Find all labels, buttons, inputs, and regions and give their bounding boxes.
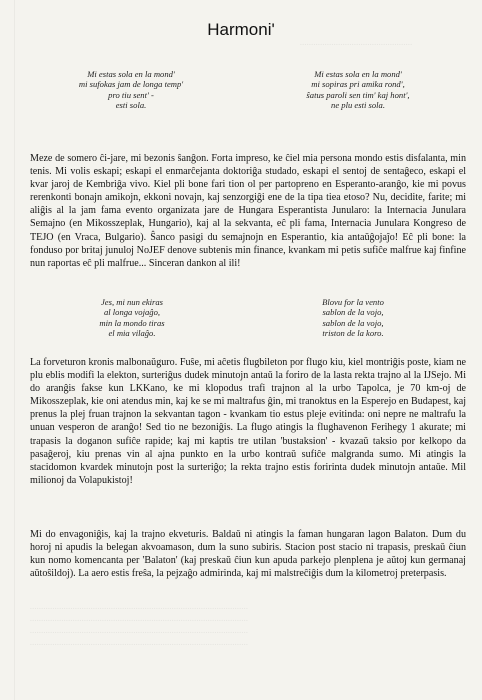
verse-line: ŝatus paroli sen tim' kaj hont', bbox=[306, 89, 410, 100]
show-through-text-top: .................................................. bbox=[300, 37, 413, 47]
paragraph-two: La forveturon kronis malbonaŭguro. Fuŝe, mi aĉetis flugbileton por flugo kiu, kiel montriĝis poste, kiam ne plu eblis modifi la elekton, surteriĝus dudek minutojn antaŭ la foriro de la lasta rekta trajno al la IJSejo. Mi do aranĝis fakse kun LKKano, ke mi klopodus trafi trajnon al la urbo Tapolca, je 70 km-oj de Mikosszeplak, kie oni atendus min, kaj ke se mi maltrafus ĝin, mi tranoktus en la Esperejo en Budapest, kaj prenus la plej fruan trajnon la sekvantan tagon - kvankam tio estus pleje evitinda: oni nepre ne maltrafu la unuan vesperon de aranĝo! Sed tio ne bezoniĝis. La flugo atingis la flughavenon Ferihegy 1 akurate; mi trapasis la doganon sufiĉe rapide; kaj mi kaptis tre utilan 'bustaksion' - kvazaŭ taksio por kelkopo da pasaĝeroj, kiu prenas vin al ajna punkto en la urbo kontraŭ sufiĉe malgranda sumo. Mi atingis la stacidomon kvardek minutojn post la surteriĝo; la rekta trajno estis foririnta dudek minutojn antaŭe. Mil milionoj da Volapukistoj! bbox=[30, 357, 466, 486]
verse-line: min la mondo tiras bbox=[99, 317, 165, 328]
verse-line: Jes, mi nun ekiras bbox=[100, 297, 164, 307]
page-title: Harmoni' bbox=[207, 20, 275, 39]
verse-line: al longa vojaĝo, bbox=[103, 307, 161, 318]
verse-line: Mi estas sola en la mond' bbox=[314, 69, 402, 79]
paragraph-three: Mi do envagoniĝis, kaj la trajno ekveturis. Baldaŭ ni atingis la faman hungaran lagon Balaton. Dum du horoj ni apudis la belegan akvoamason, dum la suno subiris. Stacion post stacio ni trapasis, preskaŭ ĉiun kun nomo komencanta per 'Balaton' (kaj preskaŭ ĉiun kun apuda parkejo plenplena je aŭtoj kun germanaj aŭtoŝildoj). La aero estis freŝa, la pejzaĝo admirinda, kaj mi malstreĉiĝis dum la kilometroj preterpasis. bbox=[30, 529, 466, 580]
show-through-text-bottom: ................................................................................................. ................................................................................................. ................................................................................................. ................................................................................................. bbox=[30, 601, 249, 647]
verse-line: triston de la koro. bbox=[322, 328, 384, 339]
verse-line: sablon de la vojo, bbox=[322, 307, 384, 318]
verse-line: mi sopiras pri amika rond', bbox=[311, 79, 405, 90]
verse-line: Blovu for la vento bbox=[322, 297, 384, 307]
verse-one-left bbox=[56, 69, 206, 111]
verse-one-right bbox=[283, 69, 433, 111]
paragraph-one: Meze de somero ĉi-jare, mi bezonis ŝanĝon. Forta impreso, ke ĉiel mia persona mondo estis disfalanta, min tenis. Mi volis eskapi; eskapi el enmarĉejanta doktoriĝa studado, eskapi el sentoj de sentaĝeco, eskapi el kvar jaroj de Kembriĝa vivo. Kiel pli bone fari tion ol per partopreno en Esperanto-aranĝo, kie mi povus rerenkonti bonajn amikojn, ekkoni novajn, kaj senzorgiĝi ene de la tipa tiea etoso? Nu, decidite, farite; mi aliĝis al la jam fama evento organizata jare de Hungara Esperantista Junularo: la Internacia Junulara Semajno (en Mikosszeplak, Hungario), kaj al la sekvanta, eĉ pli fama, Internacia Junulara Kongreso de TEJO (en Vraca, Bulgario). Ŝanco pasigi du semajnojn en Esperantio, kia antaŭĝojaĵo! Eĉ pli bone: la fonduso por britaj junuloj NoJEF denove subtenis min finance, kvankam mi petis sufiĉe malfrue kaj finfine nun raportas eĉ pli malfrue... Sinceran dankon al ili! bbox=[30, 153, 466, 269]
verse-line: Mi estas sola en la mond' bbox=[87, 69, 175, 79]
verse-two-left bbox=[62, 297, 202, 339]
verse-line: esti sola. bbox=[115, 100, 147, 111]
verse-line: sablon de la vojo, bbox=[322, 317, 384, 328]
verse-line: mi sufokas jam de longa temp' bbox=[78, 79, 184, 90]
verse-line: pro tiu sent' - bbox=[108, 89, 154, 100]
verse-line: ne plu esti sola. bbox=[331, 100, 385, 111]
verse-two-right bbox=[283, 297, 423, 339]
scan-edge-shadow bbox=[14, 0, 15, 700]
verse-line: el mia vilaĝo. bbox=[108, 328, 156, 339]
